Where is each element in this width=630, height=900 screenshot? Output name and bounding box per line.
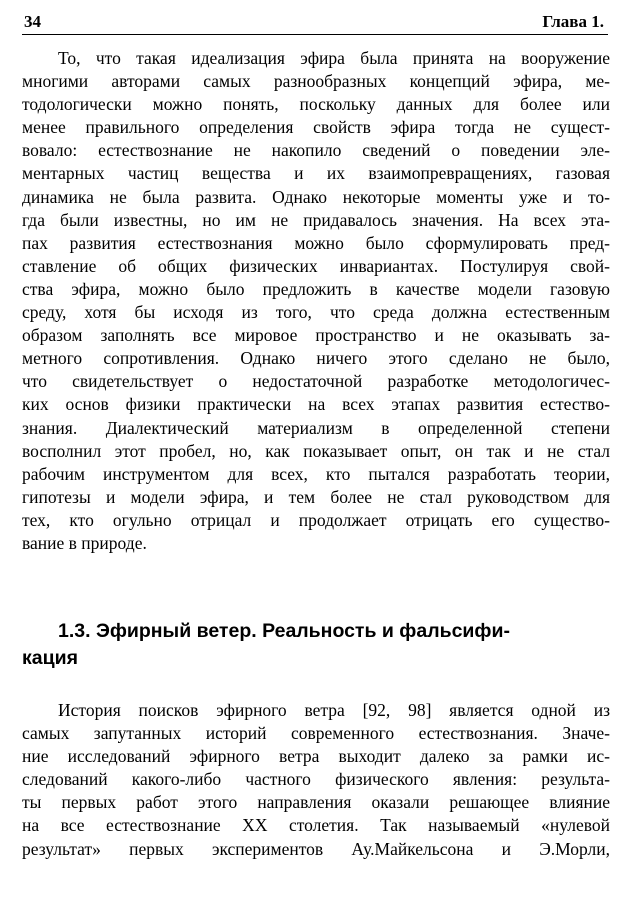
section-heading-line: кация bbox=[22, 647, 78, 669]
text-line: менее правильного определения свойств эфира тогда не сущест- bbox=[22, 117, 610, 138]
running-header bbox=[22, 10, 608, 35]
paragraph-ether-idealization bbox=[22, 47, 610, 555]
text-line: История поисков эфирного ветра [92, 98] является одной из bbox=[58, 700, 610, 720]
text-line: ставление об общих физических инвариантах. Постулируя свой- bbox=[22, 255, 610, 276]
text-line: пах развития естествознания можно было сформулировать пред- bbox=[22, 232, 610, 253]
text-line: самых запутанных историй современного естествознания. Значе- bbox=[22, 723, 610, 744]
text-line: на все естествознание XX столетия. Так называемый «нулевой bbox=[22, 815, 610, 836]
text-line: тех, кто огульно отрицал и продолжает отрицать его существо- bbox=[22, 509, 610, 530]
text-line: динамика не была развита. Однако некоторые моменты уже и то- bbox=[22, 186, 610, 207]
text-line: следований какого-либо частного физического явления: результа- bbox=[22, 769, 610, 790]
text-line: ние исследований эфирного ветра выходит далеко за рамки ис- bbox=[22, 746, 610, 767]
text-line: метного сопротивления. Однако ничего этого сделано не было, bbox=[22, 348, 610, 369]
text-line: вовало: естествознание не накопило сведений о поведении эле- bbox=[22, 140, 610, 161]
text-line: результат» первых экспериментов Ау.Майкельсона и Э.Морли, bbox=[22, 838, 610, 859]
text-line: вание в природе. bbox=[22, 532, 147, 553]
section-heading-line: 1.3. Эфирный ветер. Реальность и фальсифи- bbox=[58, 620, 510, 642]
chapter-label: Глава 1. bbox=[542, 12, 604, 31]
text-line: многими авторами самых разнообразных концепций эфира, ме- bbox=[22, 71, 610, 92]
text-line: гипотезы и модели эфира, и тем более не стал руководством для bbox=[22, 486, 610, 507]
page-number: 34 bbox=[24, 12, 41, 31]
section-heading bbox=[22, 618, 608, 672]
text-line: тодологически можно понять, поскольку данных для более или bbox=[22, 94, 610, 115]
text-line: что свидетельствует о недостаточной разработке методологичес- bbox=[22, 371, 610, 392]
paragraph-ether-wind-history bbox=[22, 699, 610, 861]
text-line: среду, хотя бы исходя из того, что среда должна естественным bbox=[22, 302, 610, 323]
text-line: ких основ физики практически на всех этапах развития естество- bbox=[22, 394, 610, 415]
text-line: ства эфира, можно было предложить в качестве модели газовую bbox=[22, 278, 610, 299]
text-line: знания. Диалектический материализм в определенной степени bbox=[22, 417, 610, 438]
text-line: образом заполнять все мировое пространство и не оказывать за- bbox=[22, 325, 610, 346]
text-line: рабочим инструментом для всех, кто пытался разработать теории, bbox=[22, 463, 610, 484]
text-line: восполнил этот пробел, но, как показывает опыт, он так и не стал bbox=[22, 440, 610, 461]
text-line: гда были известны, но им не придавалось значения. На всех эта- bbox=[22, 209, 610, 230]
text-line: ты первых работ этого направления оказали решающее влияние bbox=[22, 792, 610, 813]
text-line: ментарных частиц вещества и их взаимопревращениях, газовая bbox=[22, 163, 610, 184]
text-line: То, что такая идеализация эфира была принята на вооружение bbox=[58, 48, 610, 68]
